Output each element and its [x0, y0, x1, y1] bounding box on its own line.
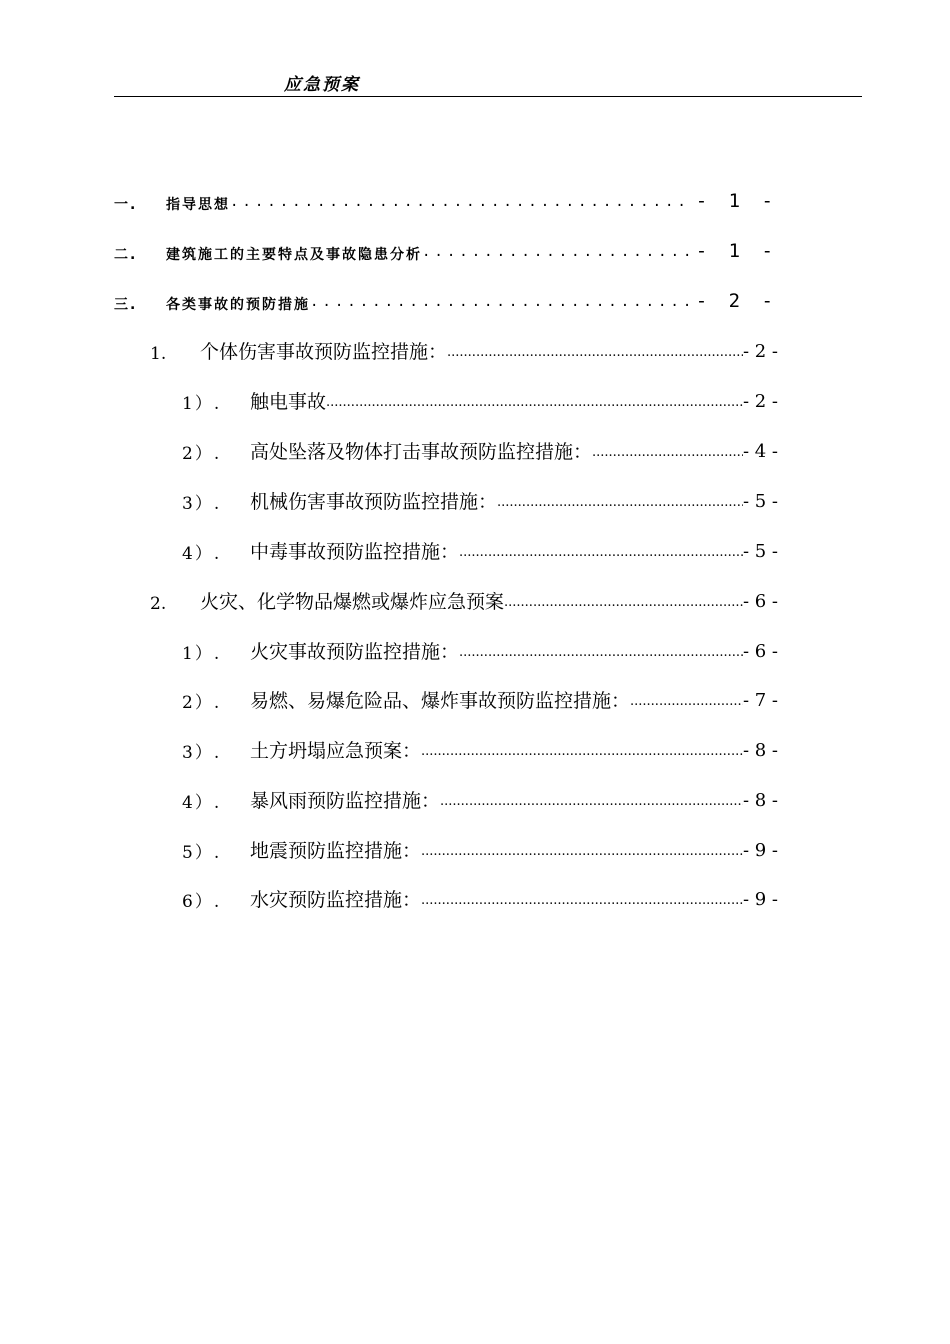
toc-entry-page: - 8 -	[742, 790, 778, 811]
toc-entry-title: 火灾、化学物品爆燃或爆炸应急预案	[200, 591, 505, 613]
toc-entry-page: - 1 -	[695, 190, 778, 212]
toc-entry-number: 6）.	[182, 892, 222, 912]
toc-entry-number: 5）.	[182, 843, 222, 863]
toc-entry-page: - 1 -	[695, 240, 778, 262]
toc-entry-page: - 7 -	[742, 690, 778, 711]
toc-entry-page: - 4 -	[742, 441, 778, 462]
toc-entry-number: 3）.	[182, 743, 222, 763]
toc-entry[interactable]	[114, 586, 778, 614]
toc-entry-page: - 6 -	[742, 591, 778, 612]
toc-entry-number: 4）.	[182, 793, 222, 813]
toc-entry-number: 3）.	[182, 494, 222, 514]
toc-entry[interactable]	[114, 486, 778, 514]
toc-dot-leader	[497, 486, 743, 514]
toc-entry[interactable]	[114, 286, 778, 314]
toc-entry-number: 4）.	[182, 544, 222, 564]
toc-dot-leader	[630, 685, 743, 713]
toc-entry-title: 高处坠落及物体打击事故预防监控措施：	[250, 441, 593, 463]
toc-entry-page: - 9 -	[742, 840, 778, 861]
toc-entry[interactable]	[114, 785, 778, 813]
toc-entry-number: 2）.	[182, 444, 222, 464]
toc-entry-title: 易燃、易爆危险品、爆炸事故预防监控措施：	[250, 690, 631, 712]
toc-entry-page: - 2 -	[742, 341, 778, 362]
toc-dot-leader	[421, 835, 743, 863]
toc-dot-leader	[459, 536, 743, 564]
toc-entry-title: 水灾预防监控措施：	[250, 889, 422, 911]
toc-dot-leader	[447, 336, 743, 364]
toc-entry-page: - 6 -	[742, 641, 778, 662]
toc-entry-page: - 8 -	[742, 740, 778, 761]
toc-dot-leader	[440, 785, 743, 813]
toc-entry-number: 2.	[150, 594, 167, 614]
table-of-contents	[114, 0, 778, 1344]
toc-entry-title: 中毒事故预防监控措施：	[250, 541, 460, 563]
toc-dot-leader	[421, 735, 743, 763]
toc-entry-title: 火灾事故预防监控措施：	[250, 641, 460, 663]
toc-entry-number: 1）.	[182, 644, 222, 664]
toc-entry[interactable]	[114, 386, 778, 414]
header-title: 应急预案	[284, 75, 360, 95]
toc-entry-title: 地震预防监控措施：	[250, 840, 422, 862]
toc-entry[interactable]	[114, 236, 778, 264]
toc-entry-title: 触电事故	[250, 391, 327, 413]
toc-dot-leader	[230, 186, 692, 214]
toc-dot-leader	[421, 884, 743, 912]
toc-dot-leader	[310, 286, 692, 314]
toc-entry-page: - 5 -	[742, 491, 778, 512]
toc-entry[interactable]	[114, 835, 778, 863]
toc-dot-leader	[592, 436, 743, 464]
toc-dot-leader	[504, 586, 743, 614]
toc-entry[interactable]	[114, 884, 778, 912]
toc-dot-leader	[326, 386, 743, 414]
toc-entry-title: 暴风雨预防监控措施：	[250, 790, 441, 812]
toc-entry-page: - 5 -	[742, 541, 778, 562]
toc-entry-number: 一.	[114, 197, 138, 213]
toc-entry-title: 土方坍塌应急预案：	[250, 740, 422, 762]
toc-entry-number: 二.	[114, 247, 138, 263]
toc-entry-title: 机械伤害事故预防监控措施：	[250, 491, 498, 513]
toc-entry[interactable]	[114, 636, 778, 664]
toc-entry-number: 2）.	[182, 693, 222, 713]
toc-entry-page: - 9 -	[742, 889, 778, 910]
toc-dot-leader	[422, 236, 692, 264]
toc-entry-title: 指导思想	[166, 197, 230, 213]
toc-entry-title: 建筑施工的主要特点及事故隐患分析	[166, 247, 422, 263]
toc-entry[interactable]	[114, 735, 778, 763]
toc-entry-number: 1）.	[182, 394, 222, 414]
toc-entry[interactable]	[114, 436, 778, 464]
toc-entry-number: 1.	[150, 344, 167, 364]
toc-entry-number: 三.	[114, 297, 138, 313]
toc-entry-page: - 2 -	[695, 290, 778, 312]
toc-entry-title: 各类事故的预防措施	[166, 297, 310, 313]
toc-entry-title: 个体伤害事故预防监控措施：	[200, 341, 448, 363]
toc-dot-leader	[459, 636, 743, 664]
toc-entry[interactable]	[114, 336, 778, 364]
toc-entry[interactable]	[114, 536, 778, 564]
toc-entry[interactable]	[114, 685, 778, 713]
toc-entry[interactable]	[114, 186, 778, 214]
toc-entry-page: - 2 -	[742, 391, 778, 412]
